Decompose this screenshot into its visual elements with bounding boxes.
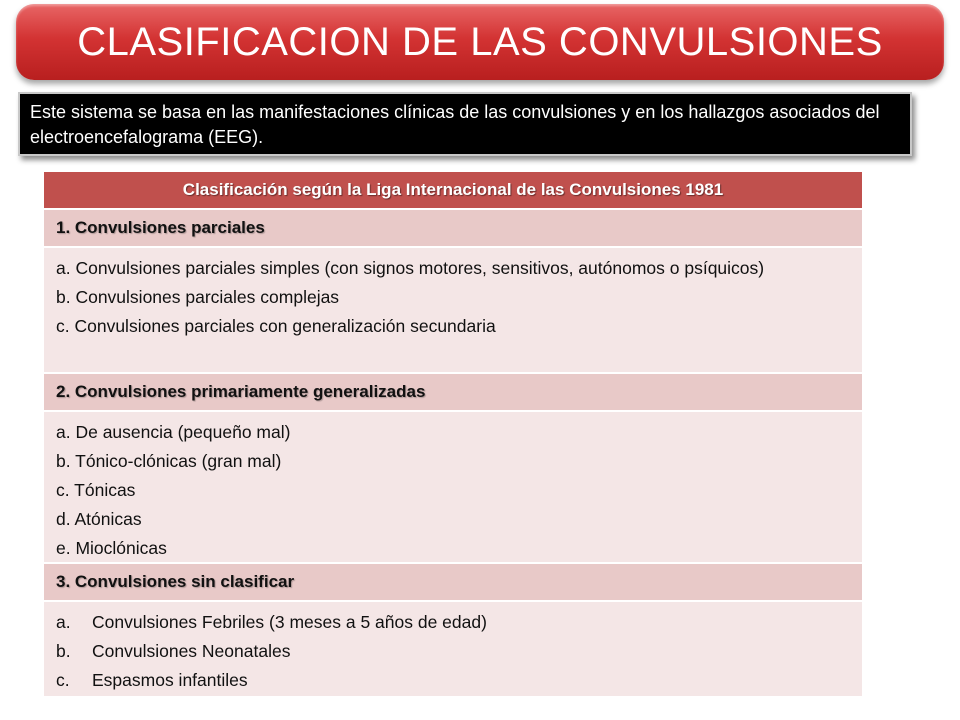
section-heading-partial bbox=[44, 210, 862, 248]
title-banner bbox=[16, 4, 944, 80]
list-item: a. De ausencia (pequeño mal) bbox=[56, 422, 291, 442]
table-header bbox=[44, 172, 862, 210]
list-item-text: Espasmos infantiles bbox=[92, 670, 248, 690]
section-items-partial bbox=[44, 248, 862, 374]
list-marker: a. bbox=[56, 612, 71, 632]
list-item bbox=[56, 637, 850, 666]
slide-title: CLASIFICACION DE LAS CONVULSIONES bbox=[77, 19, 883, 64]
section-heading-generalized bbox=[44, 374, 862, 412]
list-item: a. Convulsiones parciales simples (con signos motores, sensitivos, autónomos o psíquicos) bbox=[56, 258, 765, 278]
list-item: b. Tónico-clónicas (gran mal) bbox=[56, 451, 282, 471]
list-marker: c. bbox=[56, 670, 70, 690]
section-heading-unclassified bbox=[44, 564, 862, 602]
list-item: e. Mioclónicas bbox=[56, 538, 167, 558]
table-header-text: Clasificación según la Liga Internacional de las Convulsiones 1981 bbox=[182, 180, 724, 199]
list-item bbox=[56, 666, 850, 695]
list-marker: b. bbox=[56, 641, 71, 661]
list-item-text: Convulsiones Febriles (3 meses a 5 años de edad) bbox=[92, 612, 487, 632]
list-item: d. Atónicas bbox=[56, 509, 142, 529]
section-heading-text: 1. Convulsiones parciales bbox=[56, 218, 265, 237]
section-heading-text: 3. Convulsiones sin clasificar bbox=[56, 572, 295, 591]
list-item-text: Convulsiones Neonatales bbox=[92, 641, 291, 661]
list-item: b. Convulsiones parciales complejas bbox=[56, 287, 340, 307]
section-heading-text: 2. Convulsiones primariamente generalizadas bbox=[56, 382, 426, 401]
list-item: c. Tónicas bbox=[56, 480, 136, 500]
classification-table bbox=[44, 172, 862, 698]
intro-text: Este sistema se basa en las manifestaciones clínicas de las convulsiones y en los hallazgos asociados del electroencefalograma (EEG). bbox=[30, 102, 880, 147]
section-items-generalized bbox=[44, 412, 862, 564]
intro-box bbox=[18, 92, 912, 156]
section-items-unclassified bbox=[44, 602, 862, 698]
list-item: c. Convulsiones parciales con generalización secundaria bbox=[56, 316, 496, 336]
list-item bbox=[56, 608, 850, 637]
